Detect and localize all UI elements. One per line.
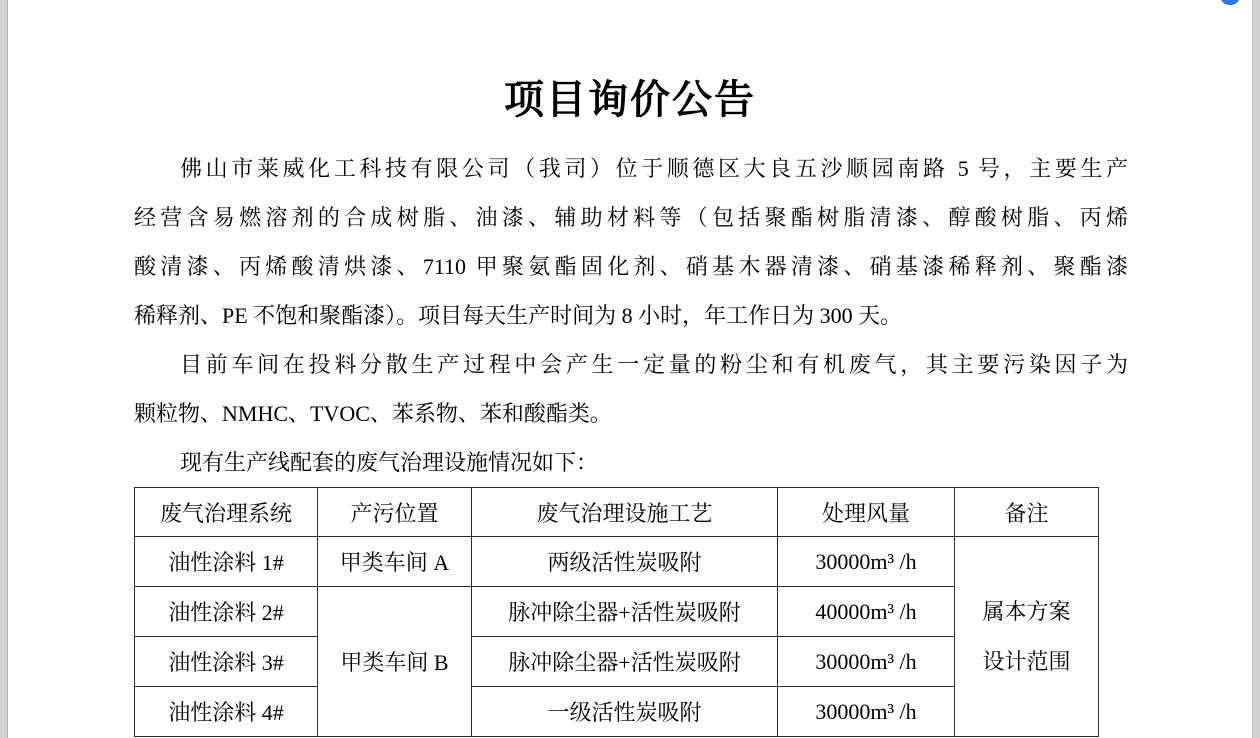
text-line: 经营含易燃溶剂的合成树脂、油漆、辅助材料等（包括聚酯树脂清漆、醇酸树脂、丙烯 xyxy=(134,205,1128,230)
header-airflow: 处理风量 xyxy=(778,488,955,537)
remark-line: 设计范围 xyxy=(982,648,1071,674)
table-row xyxy=(135,537,1099,587)
cell-system: 油性涂料 2# xyxy=(135,587,318,637)
cell-location: 甲类车间 B xyxy=(318,587,472,737)
table-row xyxy=(135,687,1099,737)
text-line: 颗粒物、NMHC、TVOC、苯系物、苯和酸酯类。 xyxy=(134,401,612,426)
table-row xyxy=(135,637,1099,687)
document-page xyxy=(7,0,1253,738)
header-remark: 备注 xyxy=(955,488,1099,537)
text-line: 酸清漆、丙烯酸清烘漆、7110 甲聚氨酯固化剂、硝基木器清漆、硝基漆稀释剂、聚酯漆 xyxy=(134,254,1128,279)
remark-line: 属本方案 xyxy=(982,598,1071,624)
text-line: 稀释剂、PE 不饱和聚酯漆）。项目每天生产时间为 8 小时，年工作日为 300 天。 xyxy=(134,303,903,328)
cell-airflow: 30000m³ /h xyxy=(778,687,955,737)
cell-airflow: 40000m³ /h xyxy=(778,587,955,637)
cell-system: 油性涂料 3# xyxy=(135,637,318,687)
cell-location: 甲类车间 A xyxy=(318,537,472,587)
waste-gas-treatment-table xyxy=(134,487,1099,737)
text-line: 佛山市莱威化工科技有限公司（我司）位于顺德区大良五沙顺园南路 5 号，主要生产 xyxy=(180,156,1128,181)
scrollbar-track[interactable] xyxy=(1253,0,1260,738)
paragraph-table-lead-in xyxy=(134,438,1128,487)
cell-process: 两级活性炭吸附 xyxy=(472,537,778,587)
table-header-row xyxy=(135,488,1099,537)
header-system: 废气治理系统 xyxy=(135,488,318,537)
document-content xyxy=(134,144,1128,737)
cell-airflow: 30000m³ /h xyxy=(778,637,955,687)
text-line: 现有生产线配套的废气治理设施情况如下： xyxy=(180,450,599,475)
cell-system: 油性涂料 4# xyxy=(135,687,318,737)
page-title: 项目询价公告 xyxy=(504,77,756,122)
table-row xyxy=(135,587,1099,637)
header-process: 废气治理设施工艺 xyxy=(472,488,778,537)
cell-process: 脉冲除尘器+活性炭吸附 xyxy=(472,587,778,637)
paragraph-pollutants xyxy=(134,340,1128,438)
cell-airflow: 30000m³ /h xyxy=(778,537,955,587)
cell-system: 油性涂料 1# xyxy=(135,537,318,587)
cell-process: 脉冲除尘器+活性炭吸附 xyxy=(472,637,778,687)
text-line: 目前车间在投料分散生产过程中会产生一定量的粉尘和有机废气，其主要污染因子为 xyxy=(180,352,1128,377)
paragraph-company-intro xyxy=(134,144,1128,340)
header-location: 产污位置 xyxy=(318,488,472,537)
cell-process: 一级活性炭吸附 xyxy=(472,687,778,737)
cell-remark xyxy=(955,537,1099,737)
